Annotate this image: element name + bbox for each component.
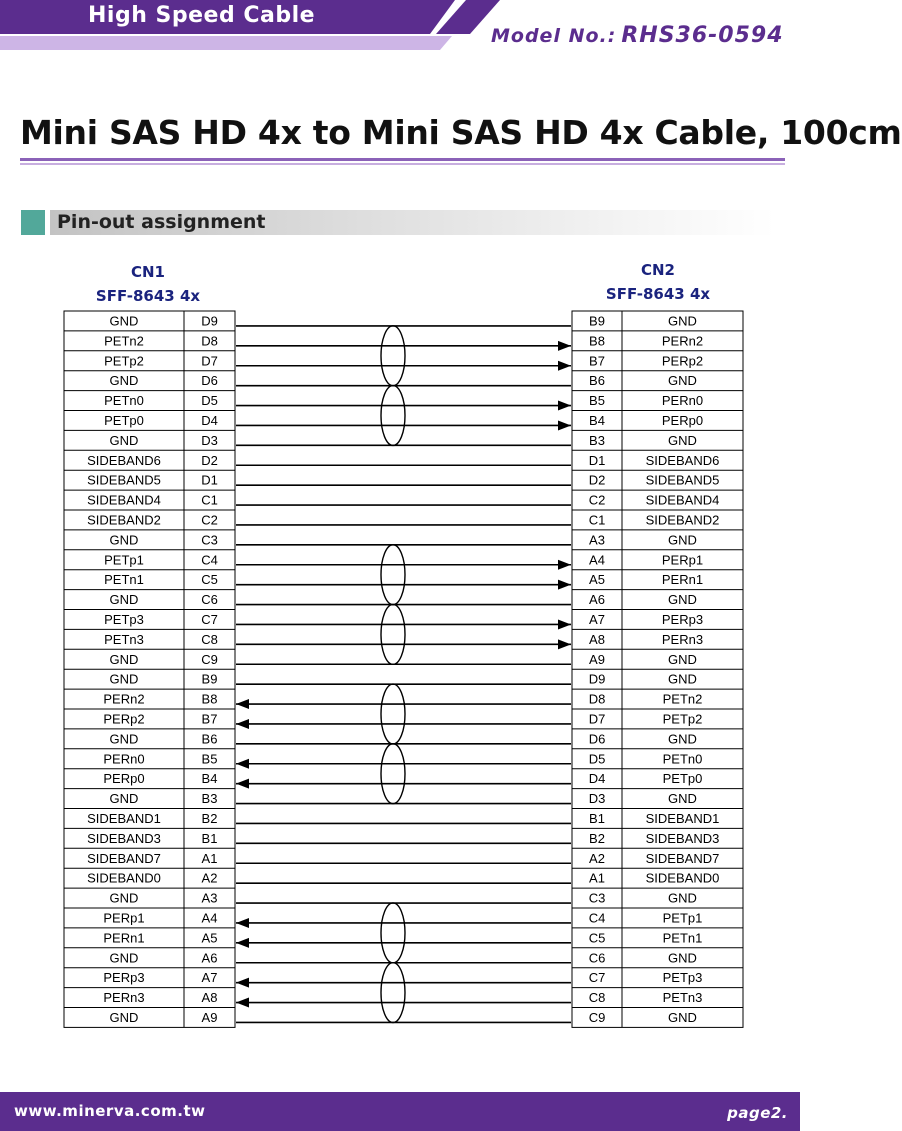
cn2-pin-label: B6 bbox=[589, 373, 605, 389]
cn2-pin-label: B5 bbox=[589, 393, 605, 409]
footer-bar bbox=[0, 1092, 800, 1131]
cn2-pin-label: D3 bbox=[588, 791, 606, 807]
cn2-pin-label: A4 bbox=[589, 552, 605, 568]
cn2-pin-label: D9 bbox=[588, 671, 606, 687]
cn1-pin-label: C7 bbox=[201, 611, 218, 627]
cn1-signal-label: SIDEBAND2 bbox=[87, 512, 161, 528]
cn2-pin-label: A1 bbox=[589, 870, 605, 886]
cn2-signal-label: SIDEBAND2 bbox=[645, 512, 720, 528]
cn1-pin-label: C3 bbox=[201, 532, 218, 548]
cn1-pin-label: A6 bbox=[201, 950, 218, 966]
cn2-signal-label: PETn0 bbox=[662, 751, 703, 767]
cn1-signal-label: SIDEBAND4 bbox=[87, 492, 161, 508]
cn1-name: CN1 bbox=[131, 263, 165, 281]
model-number: RHS36-0594 bbox=[621, 23, 784, 48]
page-title: Mini SAS HD 4x to Mini SAS HD 4x Cable, 100cm bbox=[20, 113, 902, 152]
cn2-type: SFF-8643 4x bbox=[605, 285, 711, 303]
footer-website: www.minerva.com.tw bbox=[14, 1102, 206, 1120]
cn1-pin-label: D6 bbox=[201, 373, 218, 389]
cn1-pin-label: C9 bbox=[201, 651, 218, 667]
cn2-pin-label: D5 bbox=[588, 751, 606, 767]
arrow-right-icon bbox=[558, 619, 571, 629]
cn2-signal-label: GND bbox=[668, 651, 697, 667]
cn1-pin-label: A2 bbox=[201, 870, 218, 886]
cn2-signal-label: SIDEBAND5 bbox=[645, 472, 720, 488]
section-title: Pin-out assignment bbox=[57, 211, 266, 233]
cn1-pin-label: D2 bbox=[201, 452, 218, 468]
cn2-pin-label: C7 bbox=[588, 970, 606, 986]
cn1-signal-label: GND bbox=[109, 890, 139, 906]
cn2-signal-label: GND bbox=[668, 432, 697, 448]
cn2-pin-label: D2 bbox=[588, 472, 606, 488]
cn2-signal-label: GND bbox=[668, 890, 697, 906]
cn2-signal-label: PERp3 bbox=[661, 611, 704, 627]
cn2-pin-label: D6 bbox=[588, 731, 606, 747]
cn2-signal-label: GND bbox=[668, 373, 697, 389]
cn1-pin-label: D3 bbox=[201, 432, 218, 448]
cn2-signal-label: GND bbox=[668, 791, 697, 807]
cn2-signal-label: SIDEBAND4 bbox=[645, 492, 720, 508]
cn1-pin-label: A8 bbox=[201, 990, 218, 1006]
cn2-pin-label: B3 bbox=[589, 432, 605, 448]
arrow-left-icon bbox=[236, 779, 249, 789]
cn2-signal-label: GND bbox=[668, 671, 697, 687]
cn1-pin-label: B9 bbox=[201, 671, 218, 687]
cn1-pin-label: C4 bbox=[201, 552, 218, 568]
cn2-pin-label: D8 bbox=[588, 691, 606, 707]
cn2-pin-label: A9 bbox=[589, 651, 605, 667]
cn1-signal-label: SIDEBAND3 bbox=[87, 830, 161, 846]
cn2-signal-label: PERp2 bbox=[661, 353, 704, 369]
cn2-signal-label: SIDEBAND7 bbox=[645, 850, 720, 866]
cn1-pin-label: D5 bbox=[201, 393, 218, 409]
cn1-pin-label: B5 bbox=[201, 751, 218, 767]
cn2-pin-label: C1 bbox=[588, 512, 606, 528]
cn2-signal-label: GND bbox=[668, 950, 697, 966]
product-category: High Speed Cable bbox=[88, 3, 316, 28]
cn1-pin-label: B2 bbox=[201, 810, 218, 826]
cn2-pin-label: D7 bbox=[588, 711, 606, 727]
arrow-right-icon bbox=[558, 639, 571, 649]
cn1-pin-label: C5 bbox=[201, 572, 218, 588]
cn1-pin-label: A7 bbox=[201, 970, 218, 986]
arrow-left-icon bbox=[236, 998, 249, 1008]
cn1-pin-label: A3 bbox=[201, 890, 218, 906]
cn1-signal-label: PETn2 bbox=[104, 333, 144, 349]
cn1-pin-label: C2 bbox=[201, 512, 218, 528]
cn2-signal-label: PERn2 bbox=[661, 333, 704, 349]
cn2-pin-label: A2 bbox=[589, 850, 605, 866]
cn1-signal-label: GND bbox=[109, 671, 139, 687]
cn2-pin-label: C8 bbox=[588, 990, 606, 1006]
cn1-pin-label: B3 bbox=[201, 791, 218, 807]
cn1-pin-label: C6 bbox=[201, 592, 218, 608]
twisted-pair-marker bbox=[381, 604, 405, 664]
cn1-signal-label: GND bbox=[109, 373, 139, 389]
cn2-signal-label: PETp2 bbox=[662, 711, 703, 727]
cn1-pin-label: D8 bbox=[201, 333, 218, 349]
cn2-signal-label: PERn3 bbox=[661, 631, 704, 647]
arrow-left-icon bbox=[236, 759, 249, 769]
cn2-pin-label: A8 bbox=[589, 631, 605, 647]
cn2-pin-label: B7 bbox=[589, 353, 605, 369]
cn1-signal-label: GND bbox=[109, 532, 139, 548]
cn1-signal-label: GND bbox=[109, 1009, 139, 1025]
arrow-right-icon bbox=[558, 560, 571, 570]
cn1-signal-label: PETn3 bbox=[104, 631, 144, 647]
cn2-pin-label: A7 bbox=[589, 611, 605, 627]
cn1-pin-label: D7 bbox=[201, 353, 218, 369]
arrow-left-icon bbox=[236, 938, 249, 948]
cn1-pin-label: A4 bbox=[201, 910, 218, 926]
arrow-right-icon bbox=[558, 401, 571, 411]
arrow-left-icon bbox=[236, 918, 249, 928]
twisted-pair-marker bbox=[381, 684, 405, 744]
cn2-signal-label: GND bbox=[668, 731, 697, 747]
cn1-signal-label: PETn0 bbox=[104, 393, 144, 409]
arrow-left-icon bbox=[236, 699, 249, 709]
cn1-signal-label: GND bbox=[109, 791, 139, 807]
cn2-signal-label: PERn1 bbox=[661, 572, 704, 588]
cn1-pin-label: B7 bbox=[201, 711, 218, 727]
cn1-signal-label: PERn0 bbox=[103, 751, 145, 767]
twisted-pair-marker bbox=[381, 545, 405, 605]
cn1-signal-label: GND bbox=[109, 592, 139, 608]
cn1-signal-label: GND bbox=[109, 432, 139, 448]
cn2-pin-label: B4 bbox=[589, 412, 605, 428]
cn2-pin-label: C4 bbox=[588, 910, 606, 926]
cn2-signal-label: SIDEBAND3 bbox=[645, 830, 720, 846]
cn1-signal-label: PETp3 bbox=[104, 611, 144, 627]
cn2-signal-label: PETn1 bbox=[662, 930, 703, 946]
cn1-pin-label: A5 bbox=[201, 930, 218, 946]
cn1-signal-label: GND bbox=[109, 731, 139, 747]
cn1-signal-label: SIDEBAND1 bbox=[87, 810, 161, 826]
cn2-signal-label: GND bbox=[668, 592, 697, 608]
cn1-signal-label: PERp0 bbox=[103, 771, 145, 787]
cn2-pin-label: D1 bbox=[588, 452, 606, 468]
arrow-left-icon bbox=[236, 719, 249, 729]
cn2-pin-label: B9 bbox=[589, 313, 605, 329]
cn1-signal-label: PETp1 bbox=[104, 552, 144, 568]
arrow-right-icon bbox=[558, 580, 571, 590]
footer-page-number: page2. bbox=[727, 1104, 788, 1122]
cn1-signal-label: PERn2 bbox=[103, 691, 145, 707]
cn2-pin-label: A5 bbox=[589, 572, 605, 588]
cn1-pin-label: B1 bbox=[201, 830, 218, 846]
cn1-pin-label: B4 bbox=[201, 771, 218, 787]
cn1-signal-label: PERp2 bbox=[103, 711, 145, 727]
cn1-pin-label: D4 bbox=[201, 412, 218, 428]
cn2-pin-label: B8 bbox=[589, 333, 605, 349]
cn1-pin-label: A1 bbox=[201, 850, 218, 866]
cn2-pin-label: D4 bbox=[588, 771, 606, 787]
cn2-signal-label: PETp3 bbox=[662, 970, 703, 986]
cn2-signal-label: SIDEBAND6 bbox=[645, 452, 720, 468]
cn2-signal-label: SIDEBAND0 bbox=[645, 870, 720, 886]
cn2-pin-label: B2 bbox=[589, 830, 605, 846]
cn2-pin-label: C2 bbox=[588, 492, 606, 508]
cn2-name: CN2 bbox=[641, 261, 675, 279]
cn2-signal-label: GND bbox=[668, 532, 697, 548]
cn1-signal-label: SIDEBAND5 bbox=[87, 472, 161, 488]
arrow-left-icon bbox=[236, 978, 249, 988]
cn1-signal-label: PERp3 bbox=[103, 970, 145, 986]
cn2-pin-label: C3 bbox=[588, 890, 606, 906]
cn2-pin-label: A6 bbox=[589, 592, 605, 608]
cn1-pin-label: C1 bbox=[201, 492, 218, 508]
twisted-pair-marker bbox=[381, 903, 405, 963]
twisted-pair-marker bbox=[381, 744, 405, 804]
cn2-pin-label: C9 bbox=[588, 1009, 606, 1025]
cn1-signal-label: SIDEBAND6 bbox=[87, 452, 161, 468]
cn2-pin-label: C5 bbox=[588, 930, 606, 946]
cn2-signal-label: PETp0 bbox=[662, 771, 703, 787]
cn2-signal-label: GND bbox=[668, 313, 697, 329]
arrow-right-icon bbox=[558, 341, 571, 351]
cn1-pin-label: A9 bbox=[201, 1009, 218, 1025]
cn1-type: SFF-8643 4x bbox=[95, 287, 201, 305]
cn1-signal-label: GND bbox=[109, 651, 139, 667]
cn1-signal-label: PERp1 bbox=[103, 910, 145, 926]
twisted-pair-marker bbox=[381, 326, 405, 386]
cn2-signal-label: PETp1 bbox=[662, 910, 703, 926]
cn2-pin-label: A3 bbox=[589, 532, 605, 548]
cn1-pin-label: B8 bbox=[201, 691, 218, 707]
cn1-signal-label: PETn1 bbox=[104, 572, 144, 588]
cn1-signal-label: SIDEBAND7 bbox=[87, 850, 161, 866]
cn2-pin-label: C6 bbox=[588, 950, 606, 966]
cn1-signal-label: SIDEBAND0 bbox=[87, 870, 161, 886]
twisted-pair-marker bbox=[381, 963, 405, 1023]
cn2-signal-label: PERp1 bbox=[661, 552, 704, 568]
cn1-signal-label: PERn1 bbox=[103, 930, 145, 946]
twisted-pair-marker bbox=[381, 386, 405, 446]
cn2-signal-label: GND bbox=[668, 1009, 697, 1025]
cn1-pin-label: D9 bbox=[201, 313, 218, 329]
cn1-signal-label: GND bbox=[109, 313, 139, 329]
cn1-signal-label: GND bbox=[109, 950, 139, 966]
cn2-signal-label: SIDEBAND1 bbox=[645, 810, 720, 826]
cn1-signal-label: PETp0 bbox=[104, 412, 144, 428]
cn1-pin-label: C8 bbox=[201, 631, 218, 647]
arrow-right-icon bbox=[558, 420, 571, 430]
cn2-signal-label: PERn0 bbox=[661, 393, 704, 409]
cn1-signal-label: PERn3 bbox=[103, 990, 145, 1006]
cn1-pin-label: B6 bbox=[201, 731, 218, 747]
cn2-signal-label: PERp0 bbox=[661, 412, 704, 428]
cn2-pin-label: B1 bbox=[589, 810, 605, 826]
cn1-signal-label: PETp2 bbox=[104, 353, 144, 369]
cn1-pin-label: D1 bbox=[201, 472, 218, 488]
cn2-signal-label: PETn3 bbox=[662, 990, 703, 1006]
arrow-right-icon bbox=[558, 361, 571, 371]
cn2-signal-label: PETn2 bbox=[662, 691, 703, 707]
model-label: Model No.: bbox=[491, 25, 617, 47]
